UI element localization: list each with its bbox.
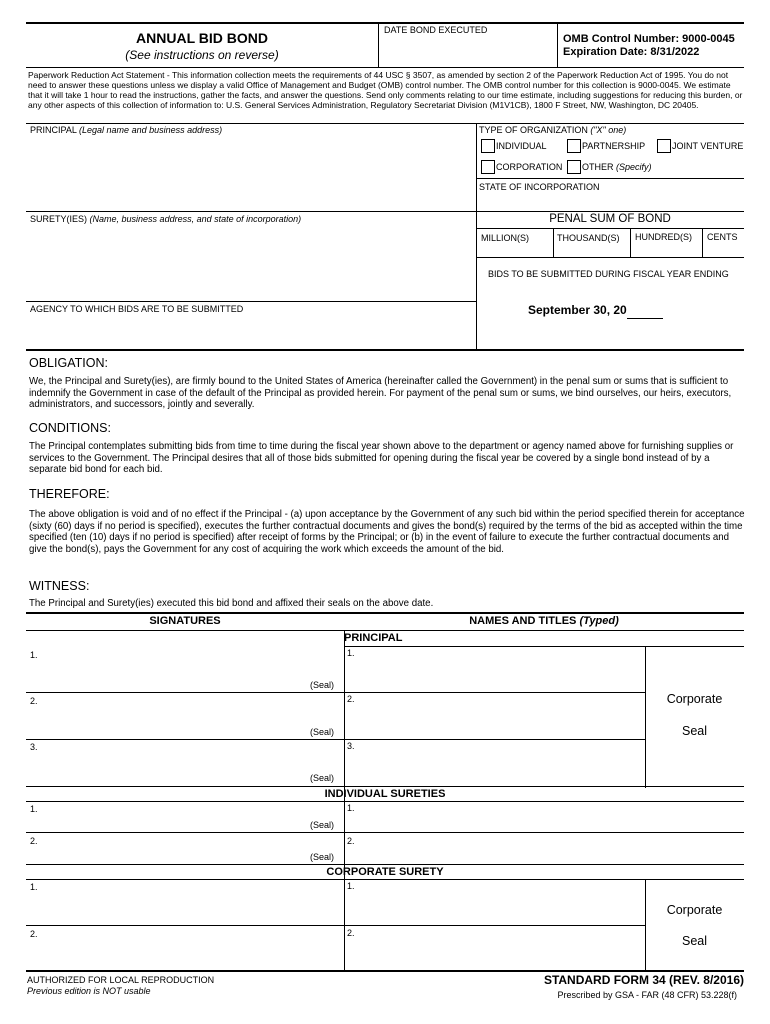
corporate-seal-seal: Seal	[681, 724, 708, 738]
previous-edition-note: Previous edition is NOT usable	[27, 986, 151, 996]
ind-surety-name-1-number: 1.	[347, 803, 355, 813]
form-subtitle: (See instructions on reverse)	[125, 48, 279, 62]
principal-label: PRINCIPAL (Legal name and business address)	[30, 125, 223, 135]
date-executed-label: DATE BOND EXECUTED	[384, 25, 488, 35]
principal-sig-3-number: 3.	[30, 742, 38, 752]
principal-name-3[interactable]	[350, 753, 642, 783]
therefore-heading: THEREFORE:	[29, 487, 110, 501]
millions-label: MILLION(S)	[481, 233, 530, 243]
form-title: ANNUAL BID BOND	[136, 30, 268, 46]
signatures-header: SIGNATURES	[149, 615, 221, 627]
corp-surety-name-1-number: 1.	[347, 881, 355, 891]
state-of-incorporation-label: STATE OF INCORPORATION	[479, 182, 600, 192]
principal-signature-1[interactable]	[28, 662, 340, 692]
principal-name-2-number: 2.	[347, 694, 355, 704]
corp-surety-name-2-number: 2.	[347, 928, 355, 938]
conditions-text: The Principal contemplates submitting bids from time to time during the fiscal year shown above to the department or agency named above for furnishing supplies or services to the Government. The Principal desires that all of those bids submitted for opening during the fiscal year be covered by a single bond instead of by a separate bid bond for each bid.	[29, 441, 734, 476]
sureties-field[interactable]	[28, 227, 474, 299]
conditions-heading: CONDITIONS:	[29, 421, 111, 435]
corporate-surety-seal-seal: Seal	[681, 934, 708, 948]
cents-field[interactable]	[703, 244, 743, 256]
ind-surety-sig-2-number: 2.	[30, 836, 38, 846]
omb-control-number: OMB Control Number: 9000-0045	[563, 33, 735, 45]
expiration-date: Expiration Date: 8/31/2022	[563, 46, 700, 58]
corporate-surety-signature-2[interactable]	[28, 940, 340, 968]
principal-name-3-number: 3.	[347, 741, 355, 751]
obligation-text: We, the Principal and Surety(ies), are firmly bound to the United States of America (hereinafter called the Government) in the penal sum or sums that is sufficient to indemnify the Government in case of the default of the Principal as provided herein. For payment of the penal sum or sums, we bind ourselves, our heirs, executors, administrators, and successors, jointly and severally.	[29, 376, 732, 411]
fiscal-year-value: September 30, 20	[528, 303, 627, 317]
fiscal-year-label: BIDS TO BE SUBMITTED DURING FISCAL YEAR ENDING	[488, 269, 729, 279]
fiscal-year-blank[interactable]	[627, 318, 663, 319]
agency-field[interactable]	[28, 317, 474, 347]
seal-label: (Seal)	[310, 680, 335, 690]
joint-venture-checkbox[interactable]	[657, 139, 671, 153]
individual-label: INDIVIDUAL	[496, 141, 547, 151]
principal-name-2[interactable]	[350, 706, 642, 736]
individual-sureties-title: INDIVIDUAL SURETIES	[324, 788, 446, 800]
agency-label: AGENCY TO WHICH BIDS ARE TO BE SUBMITTED	[30, 304, 244, 314]
millions-field[interactable]	[477, 244, 552, 256]
ind-surety-name-2-number: 2.	[347, 836, 355, 846]
thousands-field[interactable]	[554, 244, 629, 256]
partnership-label: PARTNERSHIP	[582, 141, 646, 151]
individual-surety-name-2[interactable]	[350, 846, 742, 864]
seal-label: (Seal)	[310, 820, 335, 830]
principal-sig-1-number: 1.	[30, 650, 38, 660]
corporate-seal-corporate: Corporate	[666, 692, 723, 706]
state-of-incorporation-field[interactable]	[478, 194, 742, 208]
principal-sig-2-number: 2.	[30, 696, 38, 706]
joint-venture-label: JOINT VENTURE	[672, 141, 744, 151]
partnership-checkbox[interactable]	[567, 139, 581, 153]
individual-surety-signature-1[interactable]	[28, 814, 340, 832]
hundreds-label: HUNDRED(S)	[635, 232, 692, 242]
authorized-reproduction: AUTHORIZED FOR LOCAL REPRODUCTION	[27, 975, 215, 985]
corporate-surety-name-2[interactable]	[350, 940, 642, 968]
obligation-heading: OBLIGATION:	[29, 356, 108, 370]
witness-heading: WITNESS:	[29, 579, 90, 593]
principal-field[interactable]	[28, 138, 474, 210]
seal-label: (Seal)	[310, 773, 335, 783]
principal-signature-3[interactable]	[28, 754, 340, 784]
prescribed-by: Prescribed by GSA - FAR (48 CFR) 53.228(f)	[557, 990, 737, 1000]
org-type-label: TYPE OF ORGANIZATION ("X" one)	[479, 125, 627, 135]
names-titles-header: NAMES AND TITLES (Typed)	[469, 615, 619, 627]
sureties-label: SURETY(IES) (Name, business address, and state of incorporation)	[30, 214, 302, 224]
corporate-surety-signature-1[interactable]	[28, 894, 340, 922]
other-checkbox[interactable]	[567, 160, 581, 174]
corp-surety-sig-2-number: 2.	[30, 929, 38, 939]
principal-section-title: PRINCIPAL	[344, 632, 403, 644]
corporate-surety-seal-corporate: Corporate	[666, 903, 723, 917]
individual-surety-signature-2[interactable]	[28, 846, 340, 864]
therefore-text: The above obligation is void and of no effect if the Principal - (a) upon acceptance by the Government of any such bid within the period specified therein for acceptance (sixty (60) days if no period is specified), executes the further contractual documents and gives the bond(s) required by the terms of the bid as accepted within the time specified (ten (10) days if no period is specified) after receipt of forms by the Principal; or (b) in the event of failure to execute the further contractual documents and give the bond(s), pays the Government for any cost of acquiring the work which exceeds the amount of the bid.	[29, 509, 745, 555]
corporate-surety-title: CORPORATE SURETY	[326, 866, 444, 878]
cents-label: CENTS	[707, 232, 738, 242]
hundreds-field[interactable]	[631, 244, 701, 256]
principal-name-1-number: 1.	[347, 648, 355, 658]
individual-checkbox[interactable]	[481, 139, 495, 153]
other-label: OTHER (Specify)	[582, 162, 652, 172]
date-executed-field[interactable]	[380, 38, 554, 64]
ind-surety-sig-1-number: 1.	[30, 804, 38, 814]
principal-signature-2[interactable]	[28, 708, 340, 738]
seal-label: (Seal)	[310, 852, 335, 862]
principal-name-1[interactable]	[350, 660, 642, 690]
corporation-checkbox[interactable]	[481, 160, 495, 174]
penal-sum-label: PENAL SUM OF BOND	[549, 213, 671, 225]
thousands-label: THOUSAND(S)	[557, 233, 620, 243]
corp-surety-sig-1-number: 1.	[30, 882, 38, 892]
corporate-surety-name-1[interactable]	[350, 894, 642, 922]
standard-form-number: STANDARD FORM 34 (REV. 8/2016)	[543, 973, 744, 987]
seal-label: (Seal)	[310, 727, 335, 737]
individual-surety-name-1[interactable]	[350, 814, 742, 832]
corporation-label: CORPORATION	[496, 162, 563, 172]
witness-text: The Principal and Surety(ies) executed this bid bond and affixed their seals on the above date.	[29, 598, 434, 609]
paperwork-statement: Paperwork Reduction Act Statement - This information collection meets the requirements of 44 USC § 3507, as amended by section 2 of the Paperwork Reduction Act of 1995. You do not need to answer these questions unless we display a valid Office of Management and Budget (OMB) control number. The OMB control number for this collection is 9000-0045. We estimate that it will take 1 hour to read the instructions, gather the facts, and answer the questions. Send only comments relating to our time estimate, including suggestions for reducing this burden, or any other aspects of this collection of information to: U.S. General Services Administration, Regulatory Secretariat Division (M1V1CB), 1800 F Street, NW, Washington, DC 20405.	[28, 70, 743, 110]
